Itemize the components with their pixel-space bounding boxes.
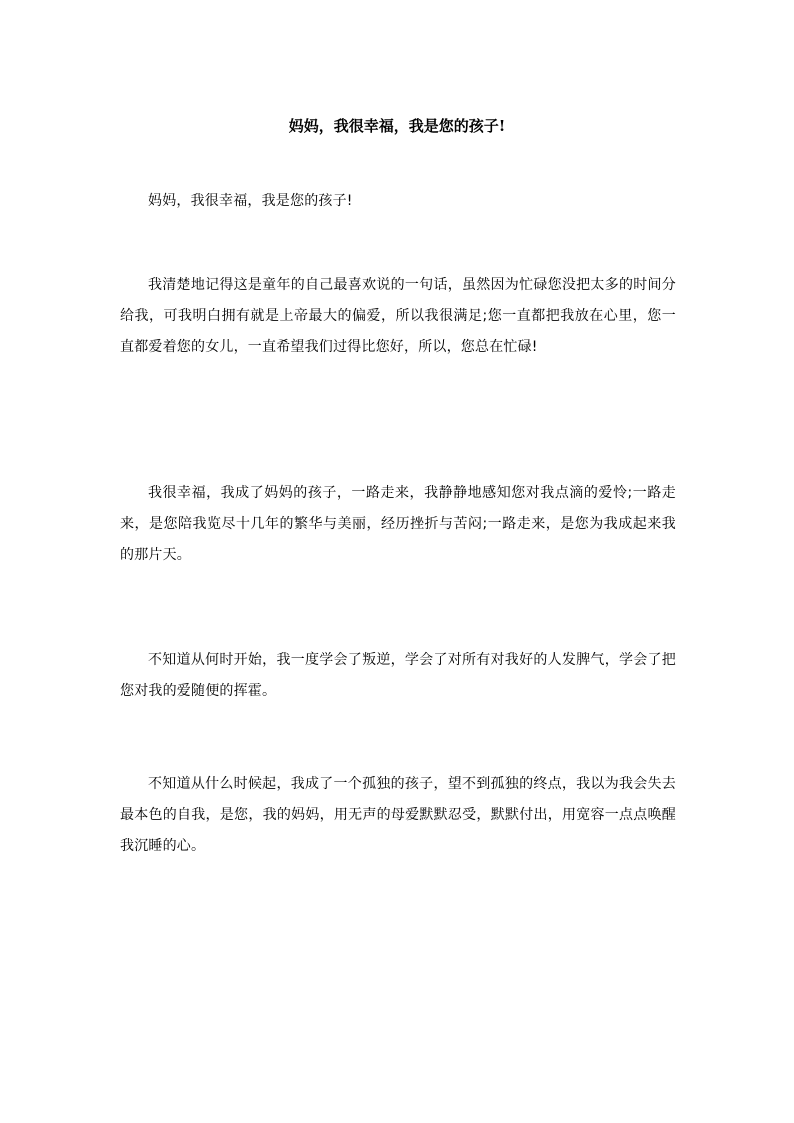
paragraph-4: 不知道从何时开始，我一度学会了叛逆，学会了对所有对我好的人发脾气，学会了把您对我的爱随便的挥霍。	[120, 652, 676, 699]
paragraph-2: 我清楚地记得这是童年的自己最喜欢说的一句话，虽然因为忙碌您没把太多的时间分给我，可我明白拥有就是上帝最大的偏爱，所以我很满足;您一直都把我放在心里，您一直都爱着您的女儿，一直希望我们过得比您好，所以，您总在忙碌!	[120, 277, 676, 355]
paragraph-1: 妈妈，我很幸福，我是您的孩子!	[148, 193, 353, 209]
paragraph-3: 我很幸福，我成了妈妈的孩子，一路走来，我静静地感知您对我点滴的爱怜;一路走来，是您陪我览尽十几年的繁华与美丽，经历挫折与苦闷;一路走来，是您为我成起来我的那片天。	[120, 485, 676, 563]
document-title: 妈妈，我很幸福，我是您的孩子!	[288, 117, 506, 135]
paragraph-5: 不知道从什么时候起，我成了一个孤独的孩子，望不到孤独的终点，我以为我会失去最本色的自我，是您，我的妈妈，用无声的母爱默默忍受，默默付出，用宽容一点点唤醒我沉睡的心。	[120, 776, 676, 854]
